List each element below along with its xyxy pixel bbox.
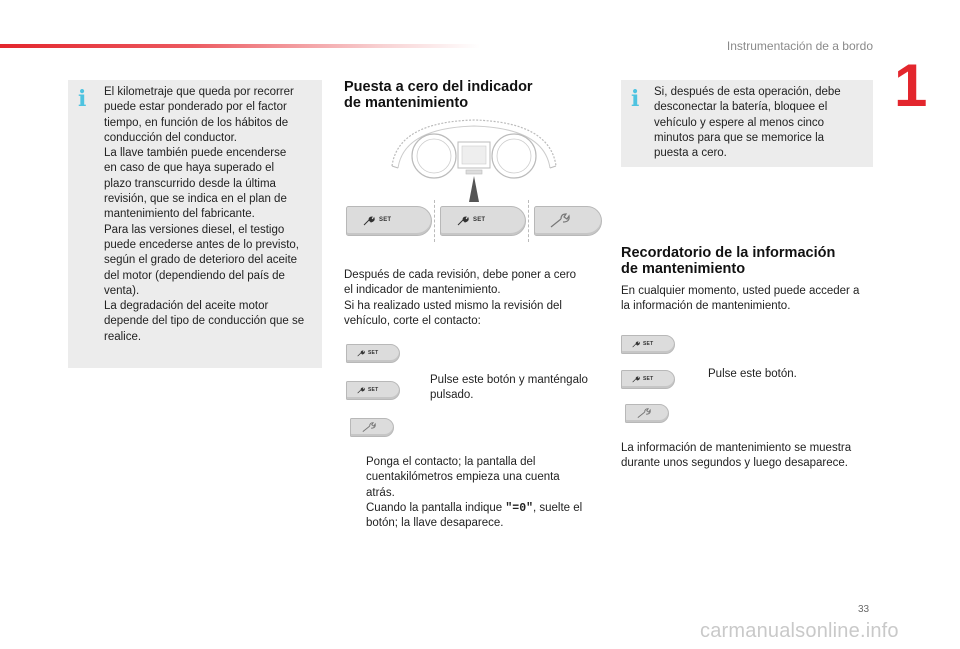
- info-icon: i: [631, 86, 640, 112]
- info-box-left: [68, 80, 322, 368]
- reminder-intro: En cualquier momento, usted puede acceder a la información de mantenimiento.: [621, 285, 860, 313]
- watermark: carmanualsonline.info: [700, 620, 899, 642]
- reminder-heading: Recordatorio de la información de mantenimiento: [621, 245, 836, 277]
- wrench-icon: [357, 387, 365, 394]
- reminder-outro: La información de mantenimiento se muestra durante unos segundos y luego desaparece.: [621, 442, 852, 470]
- set-button-illustration: [440, 206, 526, 236]
- info-icon: i: [78, 86, 87, 112]
- wrench-icon: [457, 216, 469, 226]
- set-label: SET: [643, 376, 654, 382]
- cut-line: [434, 200, 436, 242]
- cut-line: [528, 200, 530, 242]
- step-ignition: Ponga el contacto; la pantalla del cuentakilómetros empieza una cuenta atrás.: [366, 456, 560, 499]
- wrench-button-small: [625, 404, 669, 423]
- set-button-illustration: [346, 206, 432, 236]
- instrument-cluster-illustration: [388, 118, 560, 202]
- step-press-button: Pulse este botón.: [708, 368, 797, 380]
- set-label: SET: [368, 350, 379, 356]
- chapter-title: Instrumentación de a bordo: [726, 39, 873, 53]
- chapter-number: 1: [894, 52, 928, 119]
- info-box-right: [621, 80, 873, 167]
- header-accent-bar: [0, 44, 480, 48]
- set-label: SET: [379, 217, 392, 223]
- wrench-icon: [363, 216, 375, 226]
- set-label: SET: [368, 387, 379, 393]
- reset-heading: Puesta a cero del indicador de mantenimiento: [344, 79, 533, 111]
- wrench-outline-icon: [549, 213, 571, 229]
- wrench-button-small: [350, 418, 394, 437]
- set-button-small: [346, 344, 400, 363]
- wrench-outline-icon: [636, 408, 652, 419]
- wrench-icon: [632, 341, 640, 348]
- set-button-small: [621, 370, 675, 389]
- wrench-icon: [632, 376, 640, 383]
- set-button-small: [346, 381, 400, 400]
- set-button-small: [621, 335, 675, 354]
- page-number: 33: [858, 604, 870, 615]
- reset-intro: Después de cada revisión, debe poner a cero el indicador de mantenimiento. Si ha realizado usted mismo la revisión del vehículo, corte el contacto:: [344, 269, 577, 327]
- step-release: Cuando la pantalla indique "=0", suelte el botón; la llave desaparece.: [366, 502, 583, 530]
- wrench-button-illustration: [534, 206, 602, 236]
- set-label: SET: [643, 341, 654, 347]
- info-text-left: El kilometraje que queda por recorrer puede estar ponderado por el factor tiempo, en función de los hábitos de conducción del conductor. La llave también puede encenderse en caso de que haya superado el plazo transcurrido desde la última revisión, que se indica en el plan de mantenimiento del fabricante. Para las versiones diesel, el testigo puede encederse antes de lo previsto, según el grado de deterioro del aceite del motor (dependiendo del país de venta). La degradación del aceite motor depende del tipo de conducción que se realice.: [104, 86, 305, 343]
- step-press-hold: Pulse este botón y manténgalo pulsado.: [430, 374, 588, 402]
- set-label: SET: [473, 217, 486, 223]
- info-text-right: Si, después de esta operación, debe desconectar la batería, bloquee el vehículo y espere al menos cinco minutos para que se memorice la puesta a cero.: [654, 86, 841, 160]
- wrench-outline-icon: [361, 422, 377, 433]
- wrench-icon: [357, 350, 365, 357]
